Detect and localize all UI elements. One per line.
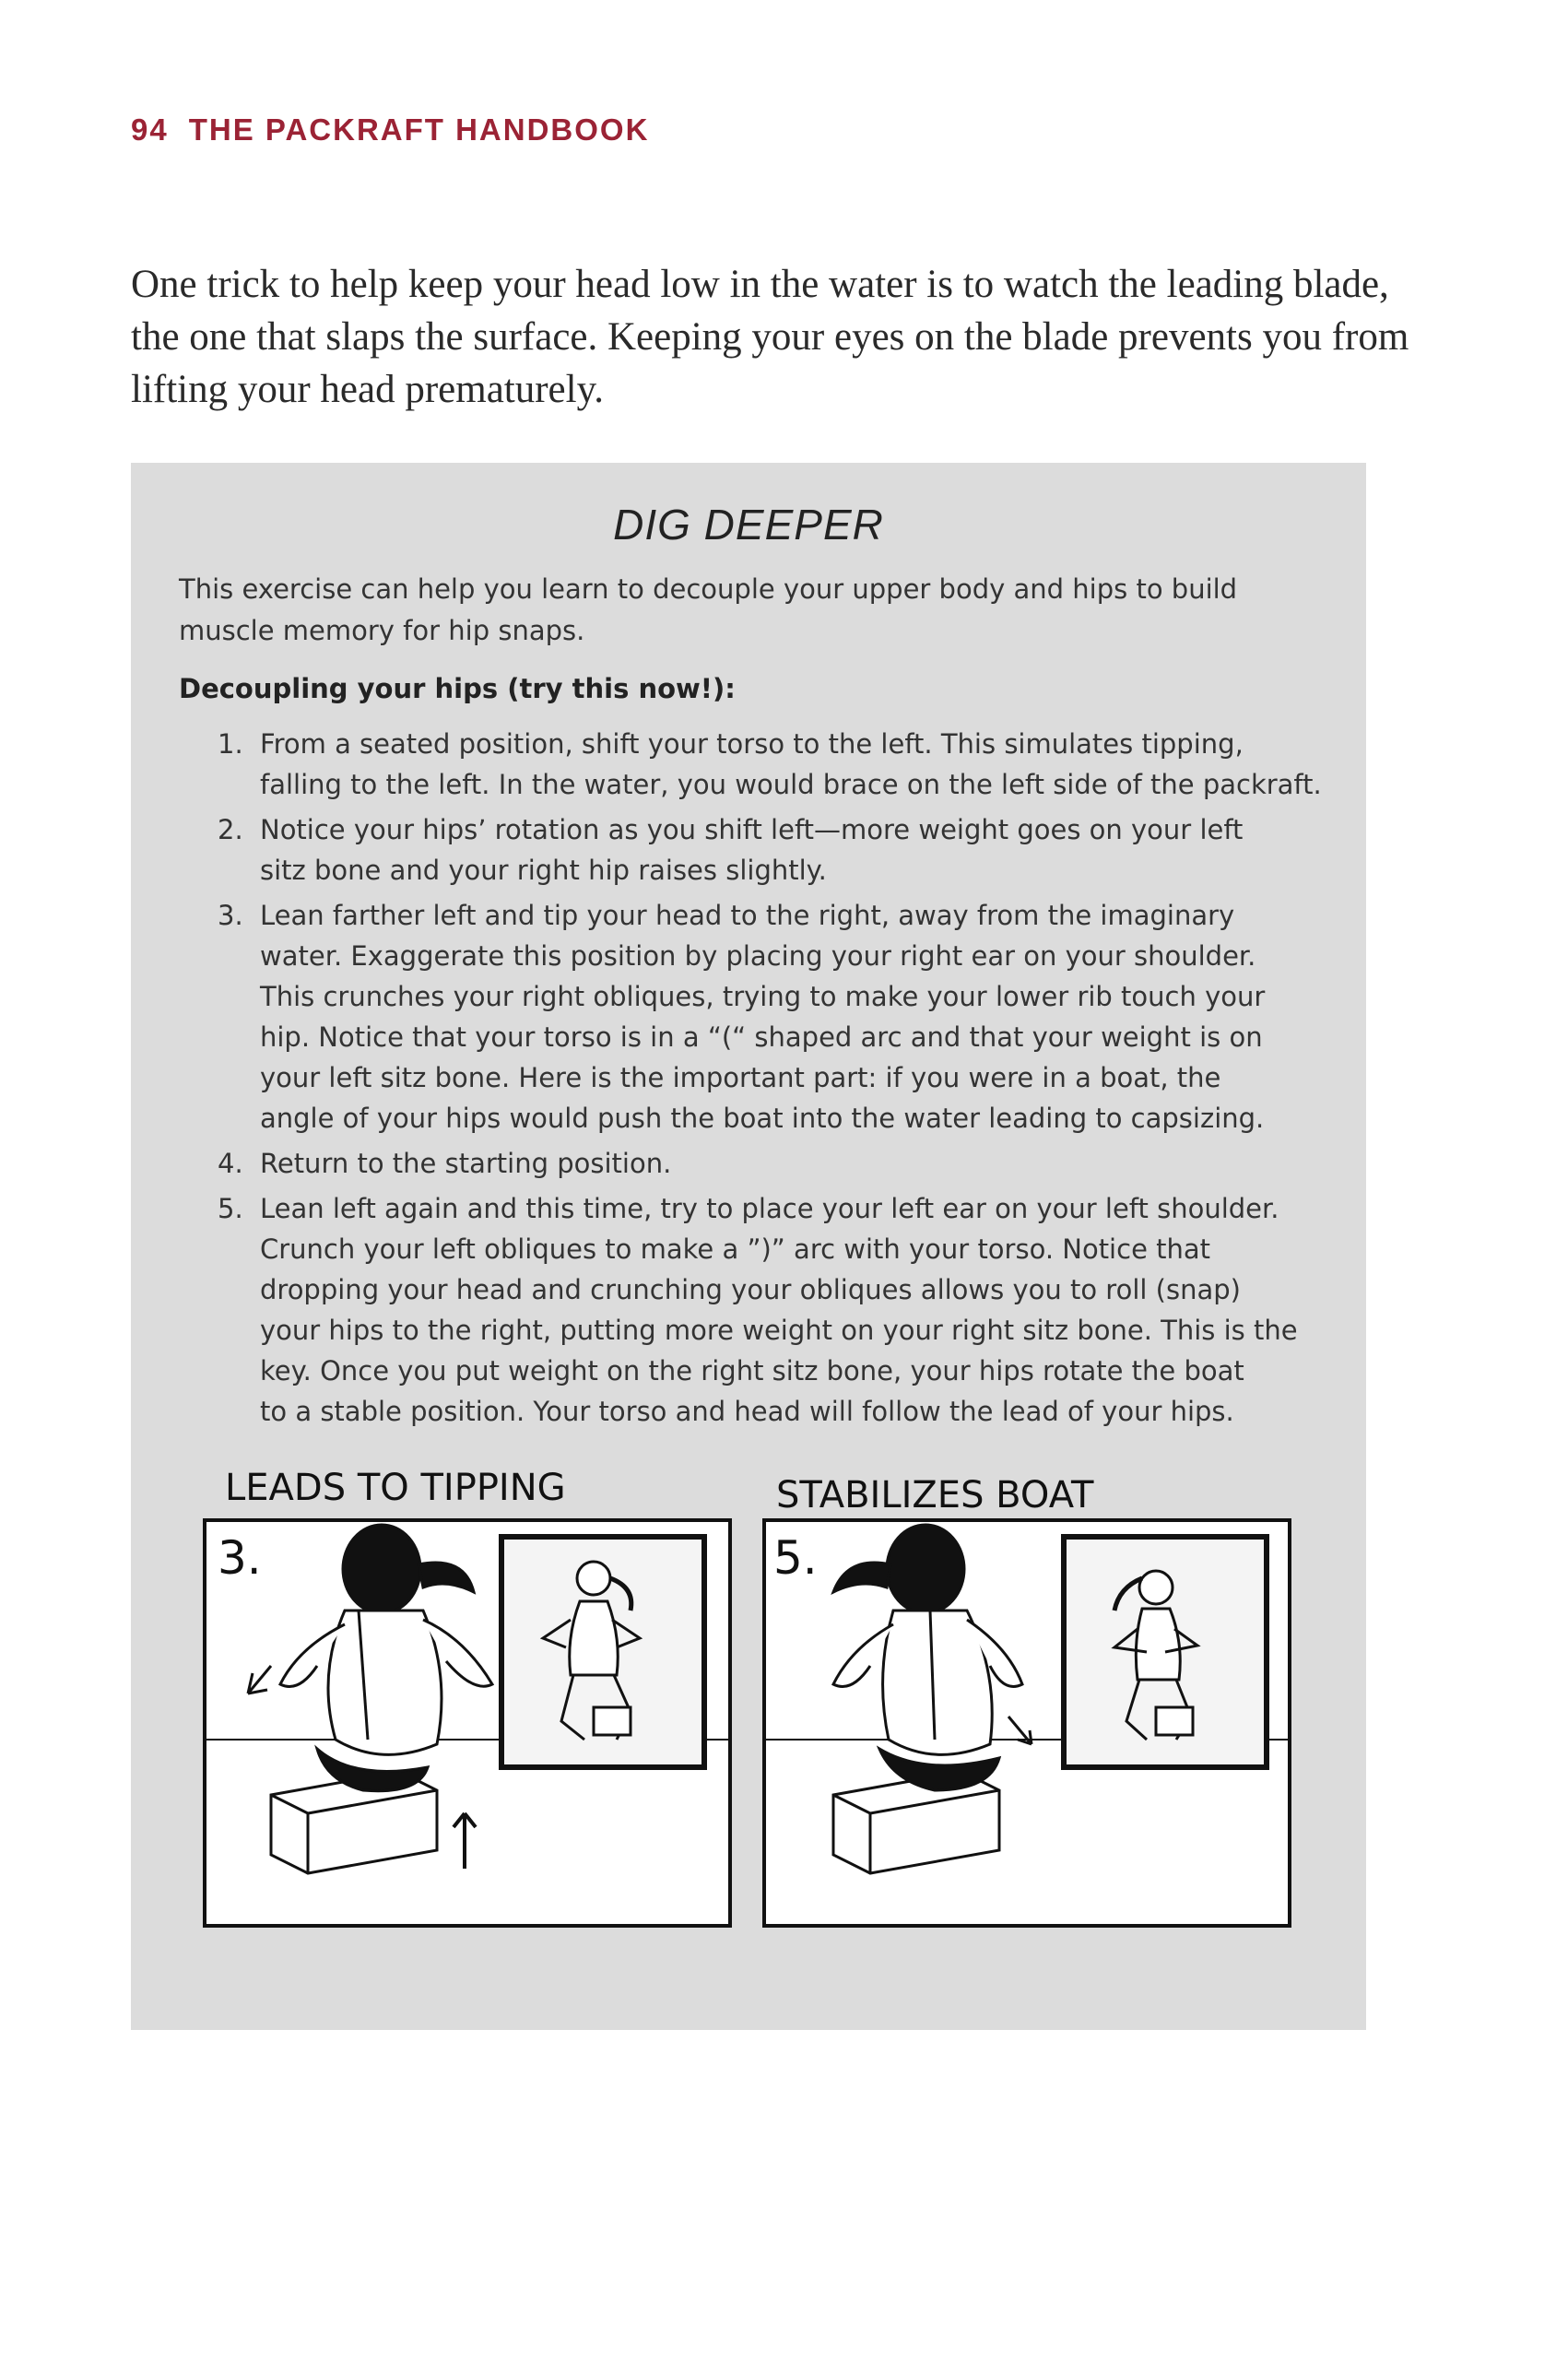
intro-line: the one that slaps the surface. Keeping your eyes on the blade prevents you from	[131, 315, 1409, 359]
exercise-step	[179, 1143, 1333, 1184]
running-header	[131, 112, 649, 148]
step-text	[260, 895, 1333, 1139]
step-line: hip. Notice that your torso is in a “(“ shaped arc and that your weight is on	[260, 1021, 1263, 1053]
exercise-step	[179, 1188, 1333, 1432]
step-line: to a stable position. Your torso and head will follow the lead of your hips.	[260, 1396, 1234, 1427]
step-text	[260, 1143, 1333, 1184]
step-number: 3.	[218, 900, 243, 931]
step-line: sitz bone and your right hip raises slightly.	[260, 855, 827, 886]
step-number: 2.	[218, 814, 243, 845]
step-line: Return to the starting position.	[260, 1148, 672, 1179]
step-line: dropping your head and crunching your obliques allows you to roll (snap)	[260, 1274, 1241, 1305]
step-line: From a seated position, shift your torso to the left. This simulates tipping,	[260, 728, 1244, 760]
exercise-step	[179, 724, 1333, 805]
sidebar-intro-line: This exercise can help you learn to decouple your upper body and hips to build	[179, 573, 1238, 605]
step-text	[260, 724, 1333, 805]
panel-number: 3.	[218, 1531, 262, 1585]
step-line: water. Exaggerate this position by placing your right ear on your shoulder.	[260, 940, 1256, 972]
panel-stabilizing	[764, 1520, 1290, 1926]
illustration-svg	[197, 1463, 1303, 1952]
sidebar-title: DIG DEEPER	[613, 501, 884, 549]
step-line: angle of your hips would push the boat into the water leading to capsizing.	[260, 1103, 1265, 1134]
exercise-heading: Decoupling your hips (try this now!):	[179, 673, 736, 704]
sidebar-intro-line: muscle memory for hip snaps.	[179, 615, 585, 646]
step-line: your left sitz bone. Here is the important part: if you were in a boat, the	[260, 1062, 1221, 1093]
step-line: key. Once you put weight on the right sitz bone, your hips rotate the boat	[260, 1355, 1244, 1386]
exercise-steps-list	[179, 724, 1333, 1436]
step-line: Lean left again and this time, try to place your left ear on your left shoulder.	[260, 1193, 1279, 1224]
step-number: 4.	[218, 1148, 243, 1179]
intro-line: lifting your head prematurely.	[131, 368, 605, 411]
panel-caption: LEADS TO TIPPING	[225, 1467, 566, 1509]
book-title: THE PACKRAFT HANDBOOK	[188, 112, 650, 147]
illustration-panels	[197, 1463, 1303, 1952]
step-line: Notice your hips’ rotation as you shift left—more weight goes on your left	[260, 814, 1244, 845]
step-line: your hips to the right, putting more weight on your right sitz bone. This is the	[260, 1315, 1298, 1346]
intro-line: One trick to help keep your head low in the water is to watch the leading blade,	[131, 263, 1389, 306]
panel-number: 5.	[773, 1531, 818, 1585]
step-text	[260, 809, 1333, 891]
step-line: This crunches your right obliques, trying to make your lower rib touch your	[260, 981, 1266, 1012]
step-line: Crunch your left obliques to make a ”)” arc with your torso. Notice that	[260, 1233, 1211, 1265]
panel-tipping	[205, 1520, 730, 1926]
dig-deeper-sidebar	[131, 463, 1366, 2030]
page-number: 94	[131, 112, 169, 147]
panel-caption: STABILIZES BOAT	[776, 1474, 1094, 1516]
step-line: falling to the left. In the water, you would brace on the left side of the packraft.	[260, 769, 1322, 800]
step-number: 5.	[218, 1193, 243, 1224]
exercise-step	[179, 809, 1333, 891]
step-text	[260, 1188, 1333, 1432]
step-line: Lean farther left and tip your head to the right, away from the imaginary	[260, 900, 1235, 931]
intro-paragraph	[131, 258, 1409, 416]
sidebar-intro	[179, 569, 1333, 652]
exercise-step	[179, 895, 1333, 1139]
step-number: 1.	[218, 728, 243, 760]
